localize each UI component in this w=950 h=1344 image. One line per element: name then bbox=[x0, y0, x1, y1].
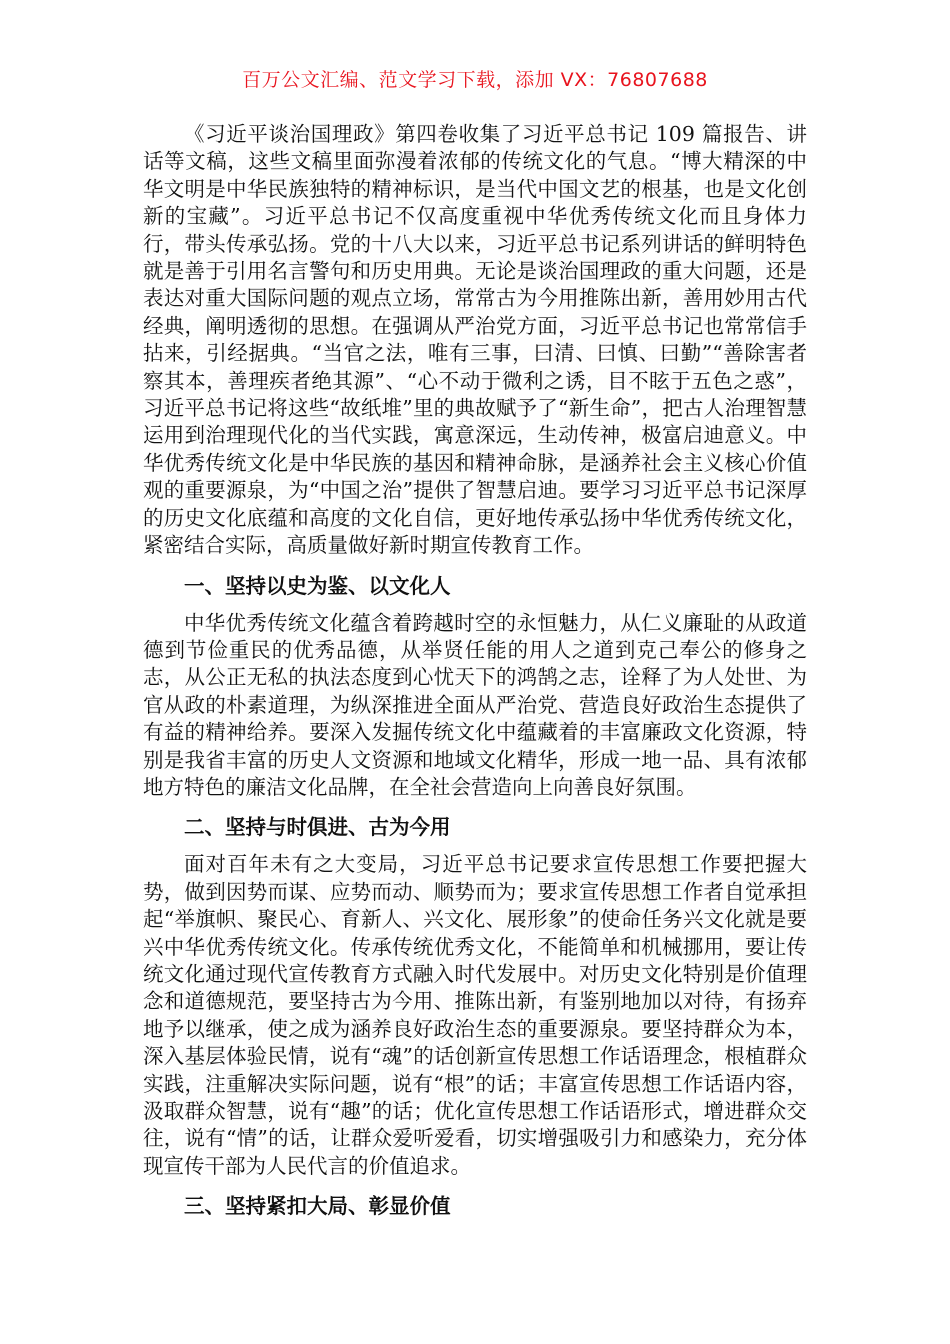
intro-paragraph: 《习近平谈治国理政》第四卷收集了习近平总书记 109 篇报告、讲话等文稿，这些文稿里面弥漫着浓郁的传统文化的气息。“博大精深的中华文明是中华民族独特的精神标识，是当代中国文艺的根基，也是文化创新的宝藏”。习近平总书记不仅高度重视中华优秀传统文化而且身体力行，带头传承弘扬。党的十八大以来，习近平总书记系列讲话的鲜明特色就是善于引用名言警句和历史用典。无论是谈治国理政的重大问题，还是表达对重大国际问题的观点立场，常常古为今用推陈出新，善用妙用古代经典，阐明透彻的思想。在强调从严治党方面，习近平总书记也常常信手拈来，引经据典。“当官之法，唯有三事，曰清、曰慎、曰勤”“善除害者察其本，善理疾者绝其源”、“心不动于微利之诱，目不眩于五色之惑”，习近平总书记将这些“故纸堆”里的典故赋予了“新生命”，把古人治理智慧运用到治理现代化的当代实践，寓意深远，生动传神，极富启迪意义。中华优秀传统文化是中华民族的基因和精神命脉，是涵养社会主义核心价值观的重要源泉，为“中国之治”提供了智慧启迪。要学习习近平总书记深厚的历史文化底蕴和高度的文化自信，更好地传承弘扬中华优秀传统文化，紧密结合实际，高质量做好新时期宣传教育工作。 bbox=[143, 122, 807, 558]
header-banner: 百万公文汇编、范文学习下载，添加 VX：76807688 bbox=[242, 69, 708, 91]
section-3-heading: 三、坚持紧扣大局、彰显价值 bbox=[184, 1194, 451, 1219]
section-2-heading: 二、坚持与时俱进、古为今用 bbox=[184, 815, 451, 840]
section-1-heading: 一、坚持以史为鉴、以文化人 bbox=[184, 573, 451, 598]
document-body bbox=[143, 121, 807, 1220]
section-2-paragraph: 面对百年未有之大变局，习近平总书记要求宣传思想工作要把握大势，做到因势而谋、应势而动、顺势而为；要求宣传思想工作者自觉承担起“举旗帜、聚民心、育新人、兴文化、展形象”的使命任务兴文化就是要兴中华优秀传统文化。传承传统优秀文化，不能简单和机械挪用，要让传统文化通过现代宣传教育方式融入时代发展中。对历史文化特别是价值理念和道德规范，要坚持古为今用、推陈出新，有鉴别地加以对待，有扬弃地予以继承，使之成为涵养良好政治生态的重要源泉。要坚持群众为本，深入基层体验民情，说有“魂”的话创新宣传思想工作话语理念，根植群众实践，注重解决实际问题，说有“根”的话；丰富宣传思想工作话语内容，汲取群众智慧，说有“趣”的话；优化宣传思想工作话语形式，增进群众交往，说有“情”的话，让群众爱听爱看，切实增强吸引力和感染力，充分体现宣传干部为人民代言的价值追求。 bbox=[143, 852, 807, 1178]
section-1-paragraph: 中华优秀传统文化蕴含着跨越时空的永恒魅力，从仁义廉耻的从政道德到节俭重民的优秀品德，从举贤任能的用人之道到克己奉公的修身之志，从公正无私的执法态度到心忧天下的鸿鹄之志，诠释了为人处世、为官从政的朴素道理，为纵深推进全面从严治党、营造良好政治生态提供了有益的精神给养。要深入发掘传统文化中蕴藏着的丰富廉政文化资源，特别是我省丰富的历史人文资源和地域文化精华，形成一地一品、具有浓郁地方特色的廉洁文化品牌，在全社会营造向上向善良好氛围。 bbox=[143, 610, 807, 799]
